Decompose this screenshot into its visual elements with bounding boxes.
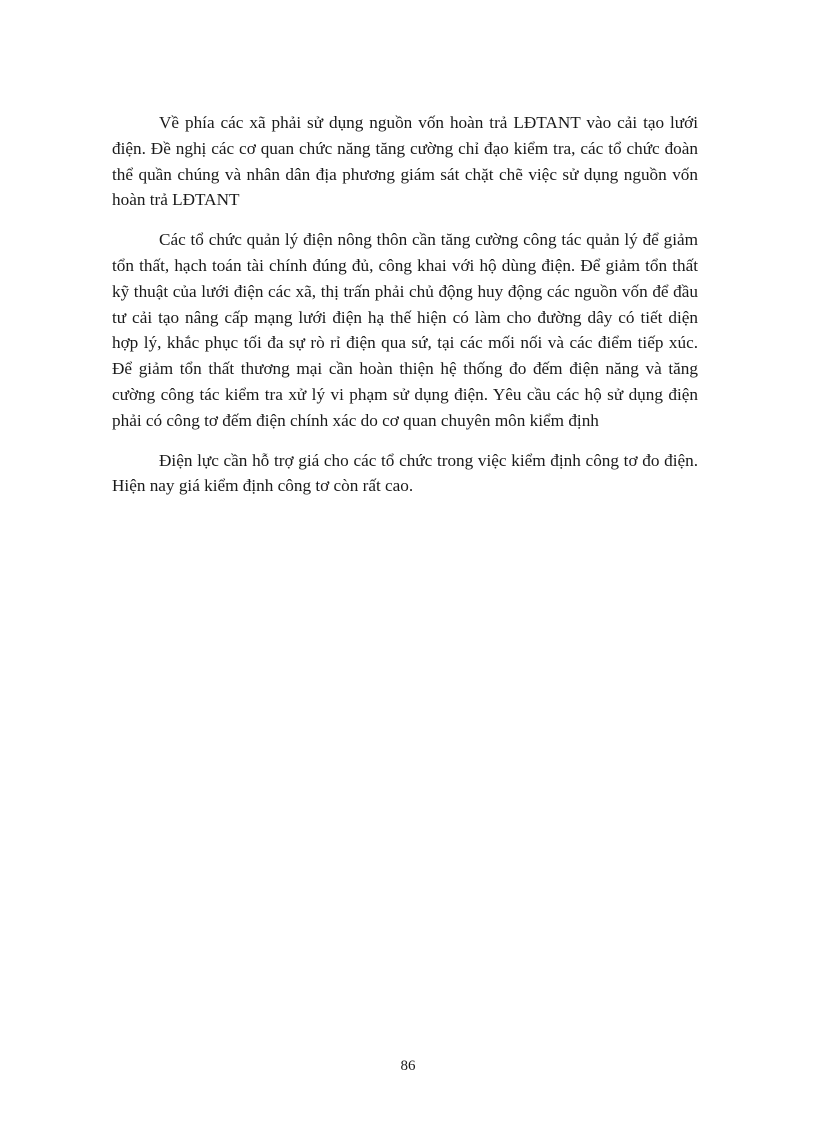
body-text [112, 110, 698, 513]
paragraph-3: Điện lực cần hỗ trợ giá cho các tổ chức trong việc kiểm định công tơ đo điện. Hiện nay giá kiểm định công tơ còn rất cao. [112, 450, 698, 496]
paragraph-1: Về phía các xã phải sử dụng nguồn vốn hoàn trả LĐTANT vào cải tạo lưới điện. Đề nghị các cơ quan chức năng tăng cường chỉ đạo kiểm tra, các tổ chức đoàn thể quần chúng và nhân dân địa phương giám sát chặt chẽ việc sử dụng nguồn vốn hoàn trả LĐTANT [112, 113, 698, 210]
paragraph-2: Các tổ chức quản lý điện nông thôn cần tăng cường công tác quản lý để giảm tổn thất, hạch toán tài chính đúng đủ, công khai với hộ dùng điện. Để giảm tổn thất kỹ thuật của lưới điện các xã, thị trấn phải chủ động huy động các nguồn vốn để đầu tư cải tạo nâng cấp mạng lưới điện hạ thế hiện có làm cho đường dây có tiết diện hợp lý, khắc phục tối đa sự rò rỉ điện qua sứ, tại các mối nối và các điểm tiếp xúc. Để giảm tổn thất thương mại cần hoàn thiện hệ thống đo đếm điện năng và tăng cường công tác kiểm tra xử lý vi phạm sử dụng điện. Yêu cầu các hộ sử dụng điện phải có công tơ đếm điện chính xác do cơ quan chuyên môn kiểm định [112, 230, 698, 430]
page-number: 86 [400, 1058, 416, 1074]
